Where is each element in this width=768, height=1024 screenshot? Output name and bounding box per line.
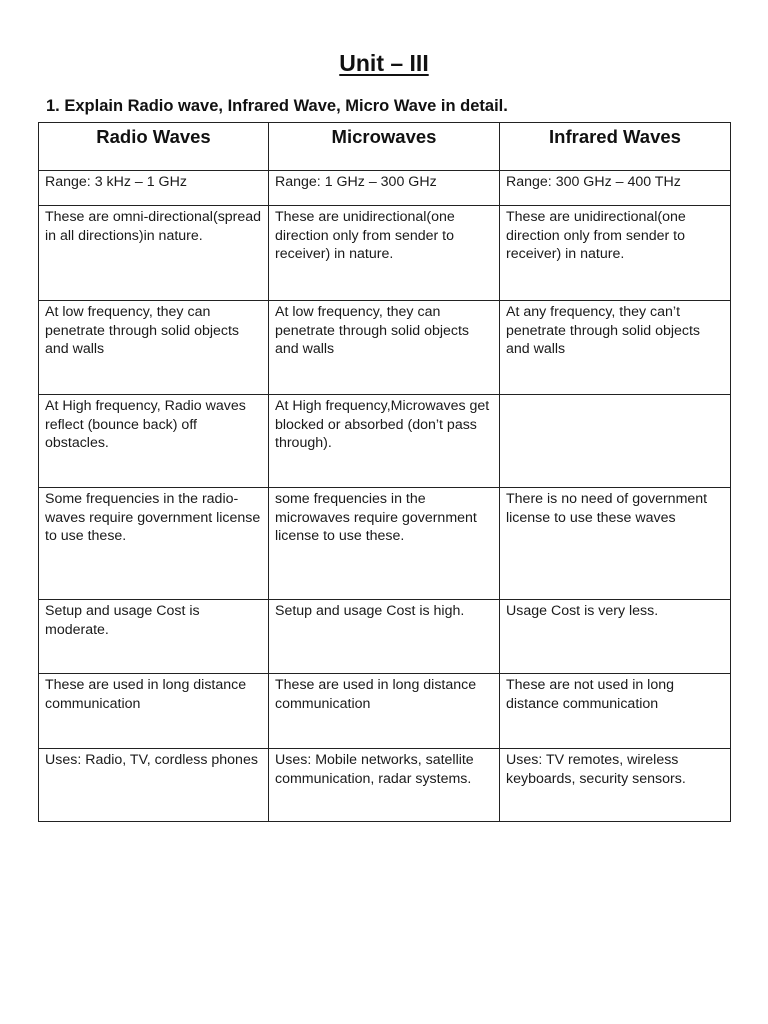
- table-row: [39, 171, 731, 206]
- table-cell: At any frequency, they can’t penetrate through solid objects and walls: [500, 301, 731, 395]
- table-cell: These are used in long distance communication: [269, 674, 500, 749]
- table-cell: Uses: Radio, TV, cordless phones: [39, 749, 269, 822]
- table-cell: Usage Cost is very less.: [500, 600, 731, 674]
- table-cell: At High frequency,Microwaves get blocked or absorbed (don’t pass through).: [269, 395, 500, 488]
- table-cell: At High frequency, Radio waves reflect (bounce back) off obstacles.: [39, 395, 269, 488]
- table-cell: Range: 3 kHz – 1 GHz: [39, 171, 269, 206]
- table-row: [39, 488, 731, 600]
- table-row: [39, 600, 731, 674]
- table-cell: Uses: TV remotes, wireless keyboards, security sensors.: [500, 749, 731, 822]
- table-cell: Setup and usage Cost is moderate.: [39, 600, 269, 674]
- table-row: [39, 301, 731, 395]
- table-row: [39, 749, 731, 822]
- comparison-table: [38, 122, 731, 822]
- table-cell: These are omni-directional(spread in all directions)in nature.: [39, 206, 269, 301]
- table-cell: These are not used in long distance communication: [500, 674, 731, 749]
- header-infrared-waves: Infrared Waves: [500, 123, 731, 171]
- question-text: 1. Explain Radio wave, Infrared Wave, Micro Wave in detail.: [46, 97, 508, 115]
- table-row: [39, 206, 731, 301]
- table-row: [39, 395, 731, 488]
- table-row: [39, 674, 731, 749]
- header-radio-waves: Radio Waves: [39, 123, 269, 171]
- table-cell: These are used in long distance communication: [39, 674, 269, 749]
- header-row: [39, 123, 731, 171]
- header-microwaves: Microwaves: [269, 123, 500, 171]
- table-cell: Some frequencies in the radio-waves require government license to use these.: [39, 488, 269, 600]
- table-cell: There is no need of government license to use these waves: [500, 488, 731, 600]
- table-cell: At low frequency, they can penetrate through solid objects and walls: [39, 301, 269, 395]
- table-cell: Setup and usage Cost is high.: [269, 600, 500, 674]
- table-cell: At low frequency, they can penetrate through solid objects and walls: [269, 301, 500, 395]
- table-cell: Range: 300 GHz – 400 THz: [500, 171, 731, 206]
- table-cell: Range: 1 GHz – 300 GHz: [269, 171, 500, 206]
- table-cell: These are unidirectional(one direction only from sender to receiver) in nature.: [269, 206, 500, 301]
- page-title: Unit – III: [339, 50, 429, 76]
- table-cell: some frequencies in the microwaves require government license to use these.: [269, 488, 500, 600]
- table-cell: [500, 395, 731, 488]
- table-cell: Uses: Mobile networks, satellite communication, radar systems.: [269, 749, 500, 822]
- table-cell: These are unidirectional(one direction only from sender to receiver) in nature.: [500, 206, 731, 301]
